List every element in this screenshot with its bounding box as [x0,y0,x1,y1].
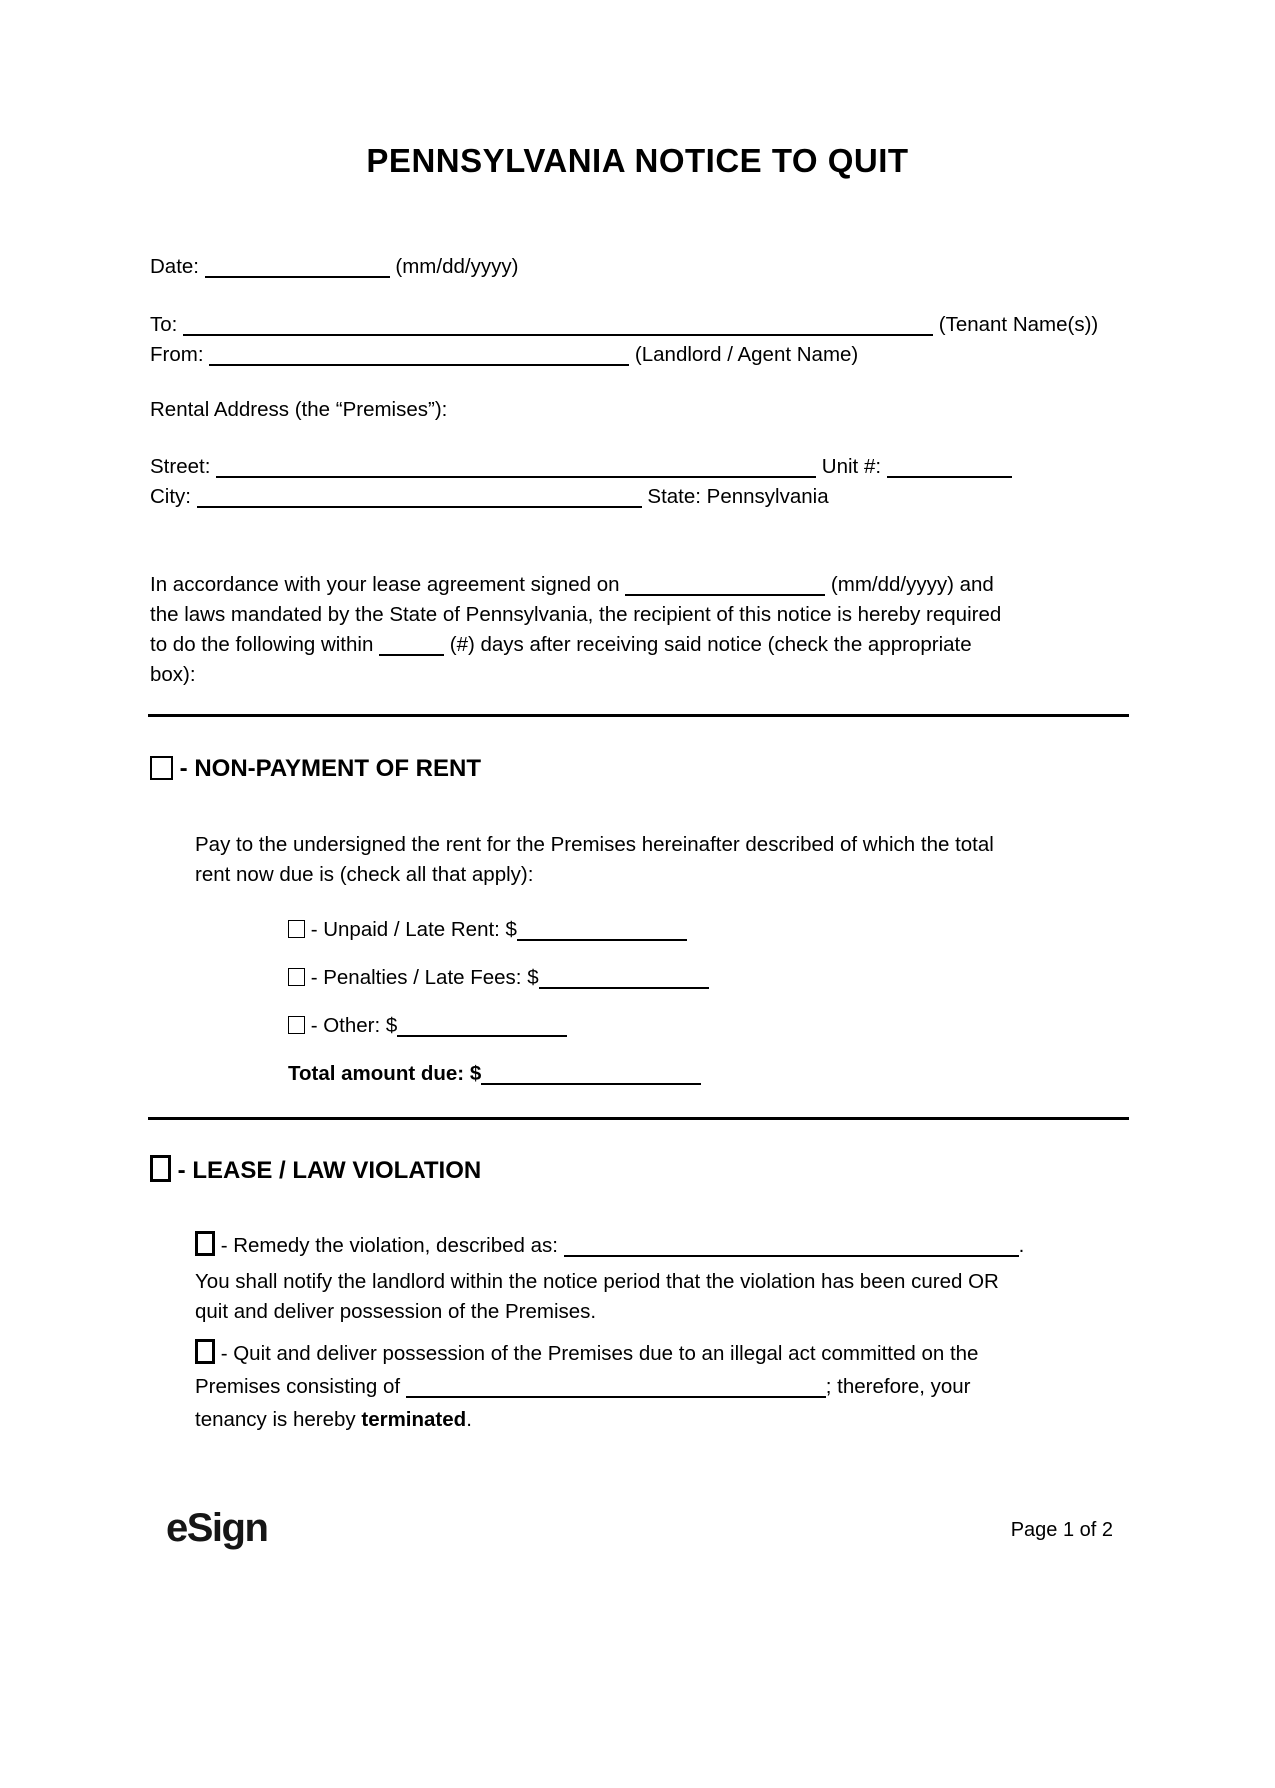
to-line [150,310,1125,340]
paragraph-line [195,1370,1125,1403]
esign-logo: eSign [166,1506,268,1550]
nonpayment-paragraph [195,830,1125,890]
checkbox[interactable] [150,756,173,780]
date-line [150,252,1125,282]
blank-field[interactable] [197,488,642,508]
city-line [150,482,1125,512]
blank-field[interactable] [209,346,629,366]
unpaid-late-rent-row [288,915,1125,945]
section-divider [148,714,1129,717]
text-segment: Total amount due: $ [288,1062,482,1085]
text-segment: To: [150,313,184,336]
text-segment: - [171,1157,193,1184]
text-segment: - Penalties / Late Fees: $ [305,966,539,989]
blank-field[interactable] [379,636,444,656]
section-heading-violation [150,1155,1125,1187]
text-segment: to do the following within [150,633,380,656]
text-segment: (Landlord / Agent Name) [629,343,859,366]
text-segment: Premises consisting of [195,1375,406,1398]
paragraph-line [195,1403,1125,1436]
checkbox[interactable] [288,1016,305,1034]
checkbox[interactable] [288,968,305,986]
text-segment: Date: [150,255,205,278]
text-segment: - Remedy the violation, described as: [215,1234,564,1257]
blank-field[interactable] [397,1017,567,1037]
blank-field[interactable] [216,458,816,478]
blank-field[interactable] [625,576,825,596]
text-segment: - Other: $ [305,1014,398,1037]
text-segment: ; therefore, your [825,1375,971,1398]
remedy-violation-row [195,1230,1125,1262]
text-segment: City: [150,485,197,508]
checkbox[interactable] [150,1155,171,1182]
blank-field[interactable] [517,921,687,941]
text-segment: State: Pennsylvania [641,485,829,508]
document-title: PENNSYLVANIA NOTICE TO QUIT [366,142,909,179]
text-segment: . [466,1408,472,1431]
checkbox[interactable] [195,1231,215,1256]
paragraph-line: You shall notify the landlord within the notice period that the violation has been cured OR [195,1270,999,1293]
quit-deliver-row [195,1337,1125,1370]
checkbox[interactable] [195,1339,215,1364]
paragraph-line: quit and deliver possession of the Premises. [195,1300,597,1323]
blank-field[interactable] [887,458,1012,478]
blank-field[interactable] [183,316,933,336]
checkbox[interactable] [288,920,305,938]
intro-paragraph [150,570,1125,690]
text-segment: tenancy is hereby [195,1408,362,1431]
text-segment: . [1018,1234,1025,1257]
text-segment: box): [150,663,196,686]
text-segment: Unit #: [816,455,887,478]
document-page [0,138,1275,1788]
text-segment: (#) days after receiving said notice (check the appropriate [444,633,972,656]
total-amount-due-line [288,1059,1125,1089]
text-segment: From: [150,343,210,366]
remedy-paragraph [195,1267,1125,1327]
text-segment: - Quit and deliver possession of the Premises due to an illegal act committed on the [215,1342,979,1365]
text-segment: (mm/dd/yyyy) [389,255,519,278]
section-heading-nonpayment [150,753,1125,785]
blank-field[interactable] [539,969,709,989]
page-footer [150,1506,1125,1550]
intro-line [150,600,1125,630]
text-segment: (Tenant Name(s)) [933,313,1099,336]
blank-field[interactable] [205,258,390,278]
paragraph-line: Pay to the undersigned the rent for the Premises hereinafter described of which the total [195,833,994,856]
blank-field[interactable] [564,1237,1019,1257]
blank-field[interactable] [406,1378,826,1398]
quit-deliver-block [195,1337,1125,1436]
other-amount-row [288,1011,1125,1041]
text-segment: the laws mandated by the State of Pennsylvania, the recipient of this notice is hereby required [150,603,1002,626]
section-divider [148,1117,1129,1120]
text-segment: Street: [150,455,217,478]
rental-address-label: Rental Address (the “Premises”): [150,398,448,421]
text-segment: (mm/dd/yyyy) and [825,573,994,596]
text-segment: In accordance with your lease agreement signed on [150,573,626,596]
intro-line [150,570,1125,600]
blank-field[interactable] [481,1065,701,1085]
street-line [150,452,1125,482]
text-segment: - Unpaid / Late Rent: $ [305,918,517,941]
paragraph-line: rent now due is (check all that apply): [195,863,534,886]
intro-line [150,630,1125,660]
text-segment: - [173,755,195,782]
penalties-late-fees-row [288,963,1125,993]
text-segment: terminated [361,1408,467,1431]
text-segment: LEASE / LAW VIOLATION [192,1157,482,1184]
from-line [150,340,1125,370]
text-segment: NON-PAYMENT OF RENT [194,755,482,782]
intro-line [150,660,1125,690]
page-indicator: Page 1 of 2 [1010,1519,1113,1541]
